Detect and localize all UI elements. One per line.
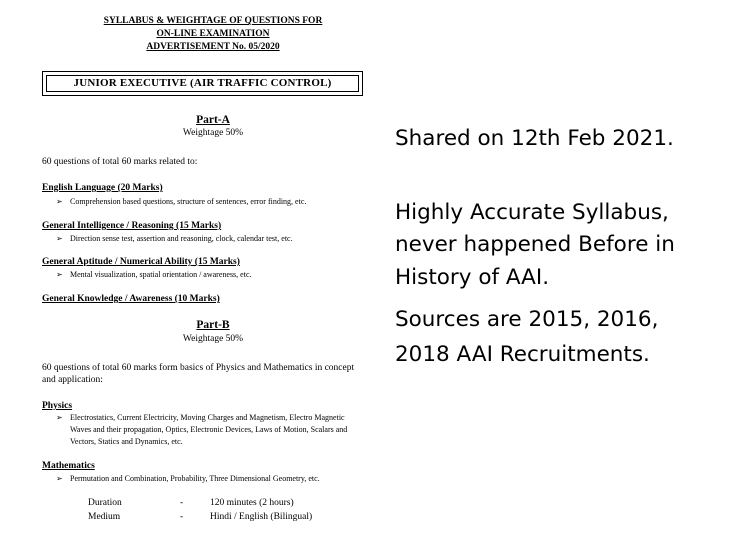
bullet-arrow-icon: ➢	[56, 197, 63, 206]
post-title: JUNIOR EXECUTIVE (AIR TRAFFIC CONTROL)	[46, 75, 359, 92]
part-b-intro-line-1: 60 questions of total 60 marks form basics of Physics and Mathematics in concept	[42, 363, 355, 373]
note-shared-date: Shared on 12th Feb 2021.	[395, 126, 674, 151]
part-a-weightage: Weightage 50%	[182, 128, 244, 138]
section-aptitude-text: Mental visualization, spatial orientation / awareness, etc.	[70, 270, 252, 279]
physics-detail-line-3: Vectors, Statics and Dynamics, etc.	[70, 437, 183, 446]
medium-value: Hindi / English (Bilingual)	[210, 512, 313, 522]
section-reasoning-details	[56, 233, 293, 244]
note-line-sources: Sources are 2015, 2016,	[395, 307, 659, 332]
part-b-weightage: Weightage 50%	[182, 334, 244, 344]
bullet-arrow-icon: ➢	[56, 413, 63, 422]
mathematics-text: Permutation and Combination, Probability, Three Dimensional Geometry, etc.	[70, 474, 320, 483]
part-b-intro-line-2: and application:	[42, 375, 103, 385]
section-aptitude-details	[56, 269, 252, 280]
doc-header-line-2: ON-LINE EXAMINATION	[156, 29, 270, 39]
section-reasoning-text: Direction sense test, assertion and reasoning, clock, calendar test, etc.	[70, 234, 293, 243]
part-a-title: Part-A	[196, 114, 230, 126]
note-line-recruitments: 2018 AAI Recruitments.	[395, 342, 650, 367]
bullet-arrow-icon: ➢	[56, 474, 63, 483]
part-b-title: Part-B	[196, 319, 230, 331]
part-a-intro: 60 questions of total 60 marks related to:	[42, 157, 198, 167]
section-reasoning-heading: General Intelligence / Reasoning (15 Marks)	[42, 221, 222, 231]
physics-detail-line-1: Electrostatics, Current Electricity, Moving Charges and Magnetism, Electro Magnetic	[70, 413, 345, 422]
section-aptitude-heading: General Aptitude / Numerical Ability (15 Marks)	[42, 257, 240, 267]
doc-header-line-3: ADVERTISEMENT No. 05/2020	[146, 42, 280, 52]
duration-label: Duration	[88, 498, 122, 508]
medium-dash: -	[180, 512, 184, 522]
section-mathematics-details	[56, 473, 320, 484]
bullet-arrow-icon: ➢	[56, 234, 63, 243]
duration-value: 120 minutes (2 hours)	[210, 498, 294, 508]
note-line-accurate: Highly Accurate Syllabus,	[395, 200, 669, 225]
section-english-heading: English Language (20 Marks)	[42, 183, 163, 193]
section-english-details	[56, 196, 306, 207]
note-line-history: History of AAI.	[395, 265, 550, 290]
duration-dash: -	[180, 498, 184, 508]
section-physics-details	[56, 412, 345, 423]
section-physics-heading: Physics	[42, 401, 73, 411]
note-line-never: never happened Before in	[395, 232, 675, 257]
physics-detail-line-2: Waves and their propagation, Optics, Electronic Devices, Laws of Motion, Scalars and	[70, 425, 348, 434]
section-gk-heading: General Knowledge / Awareness (10 Marks)	[42, 294, 220, 304]
section-english-text: Comprehension based questions, structure of sentences, error finding, etc.	[70, 197, 307, 206]
post-title-box	[42, 71, 363, 96]
section-mathematics-heading: Mathematics	[42, 461, 95, 471]
medium-label: Medium	[88, 512, 121, 522]
doc-header-line-1: SYLLABUS & WEIGHTAGE OF QUESTIONS FOR	[103, 16, 323, 26]
bullet-arrow-icon: ➢	[56, 270, 63, 279]
